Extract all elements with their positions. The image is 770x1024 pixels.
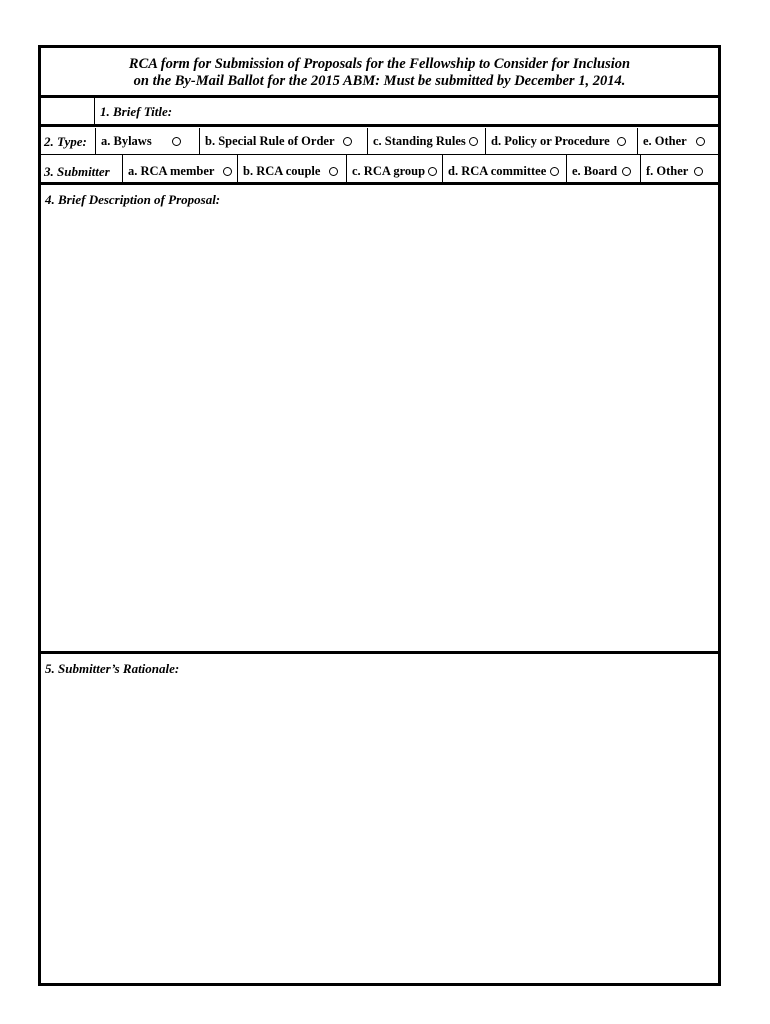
submitter-row <box>41 155 718 185</box>
brief-title-label: 1. Brief Title: <box>100 104 173 119</box>
type-row <box>41 128 718 155</box>
submitter-option-couple[interactable] <box>238 155 347 182</box>
form-title-line-1: RCA form for Submission of Proposals for the Fellowship to Consider for Inclusion <box>128 56 631 72</box>
submitter-option-group[interactable] <box>347 155 443 182</box>
submitter-option-label: d. RCA committee <box>448 164 547 178</box>
radio-button[interactable] <box>696 137 705 146</box>
form-title-line-2: on the By-Mail Ballot for the 2015 ABM: Must be submitted by December 1, 2014. <box>133 73 626 89</box>
radio-button[interactable] <box>329 167 338 176</box>
description-field[interactable] <box>41 185 718 654</box>
description-label: 4. Brief Description of Proposal: <box>45 192 221 207</box>
radio-button[interactable] <box>550 167 559 176</box>
submitter-option-label: f. Other <box>646 164 689 178</box>
type-option-other[interactable] <box>638 128 718 154</box>
type-option-bylaws[interactable] <box>96 128 200 154</box>
type-option-label: b. Special Rule of Order <box>205 134 335 148</box>
type-option-label: d. Policy or Procedure <box>491 134 610 148</box>
submitter-option-label: e. Board <box>572 164 618 178</box>
submitter-option-label: c. RCA group <box>352 164 426 178</box>
radio-button[interactable] <box>223 167 232 176</box>
radio-button[interactable] <box>469 137 478 146</box>
type-option-standing-rules[interactable] <box>368 128 486 154</box>
type-option-special-rule[interactable] <box>200 128 368 154</box>
radio-button[interactable] <box>428 167 437 176</box>
type-option-label: c. Standing Rules <box>373 134 466 148</box>
submitter-option-label: a. RCA member <box>128 164 215 178</box>
radio-button[interactable] <box>617 137 626 146</box>
submitter-option-member[interactable] <box>123 155 238 182</box>
form-header <box>41 48 718 98</box>
type-label-cell <box>41 128 96 154</box>
radio-button[interactable] <box>622 167 631 176</box>
submitter-option-committee[interactable] <box>443 155 567 182</box>
submitter-option-other[interactable] <box>641 155 718 182</box>
submitter-label: 3. Submitter <box>44 164 110 179</box>
type-option-label: a. Bylaws <box>101 134 152 148</box>
rationale-label: 5. Submitter’s Rationale: <box>45 661 180 676</box>
type-label: 2. Type: <box>44 134 87 149</box>
submitter-option-label: b. RCA couple <box>243 164 321 178</box>
brief-title-field[interactable] <box>95 98 718 124</box>
brief-title-spacer <box>41 98 95 124</box>
proposal-form <box>38 45 721 986</box>
submitter-label-cell <box>41 155 123 182</box>
brief-title-row <box>41 98 718 127</box>
radio-button[interactable] <box>694 167 703 176</box>
submitter-option-board[interactable] <box>567 155 641 182</box>
type-option-policy[interactable] <box>486 128 638 154</box>
radio-button[interactable] <box>343 137 352 146</box>
rationale-field[interactable] <box>41 654 718 983</box>
radio-button[interactable] <box>172 137 181 146</box>
type-option-label: e. Other <box>643 134 687 148</box>
